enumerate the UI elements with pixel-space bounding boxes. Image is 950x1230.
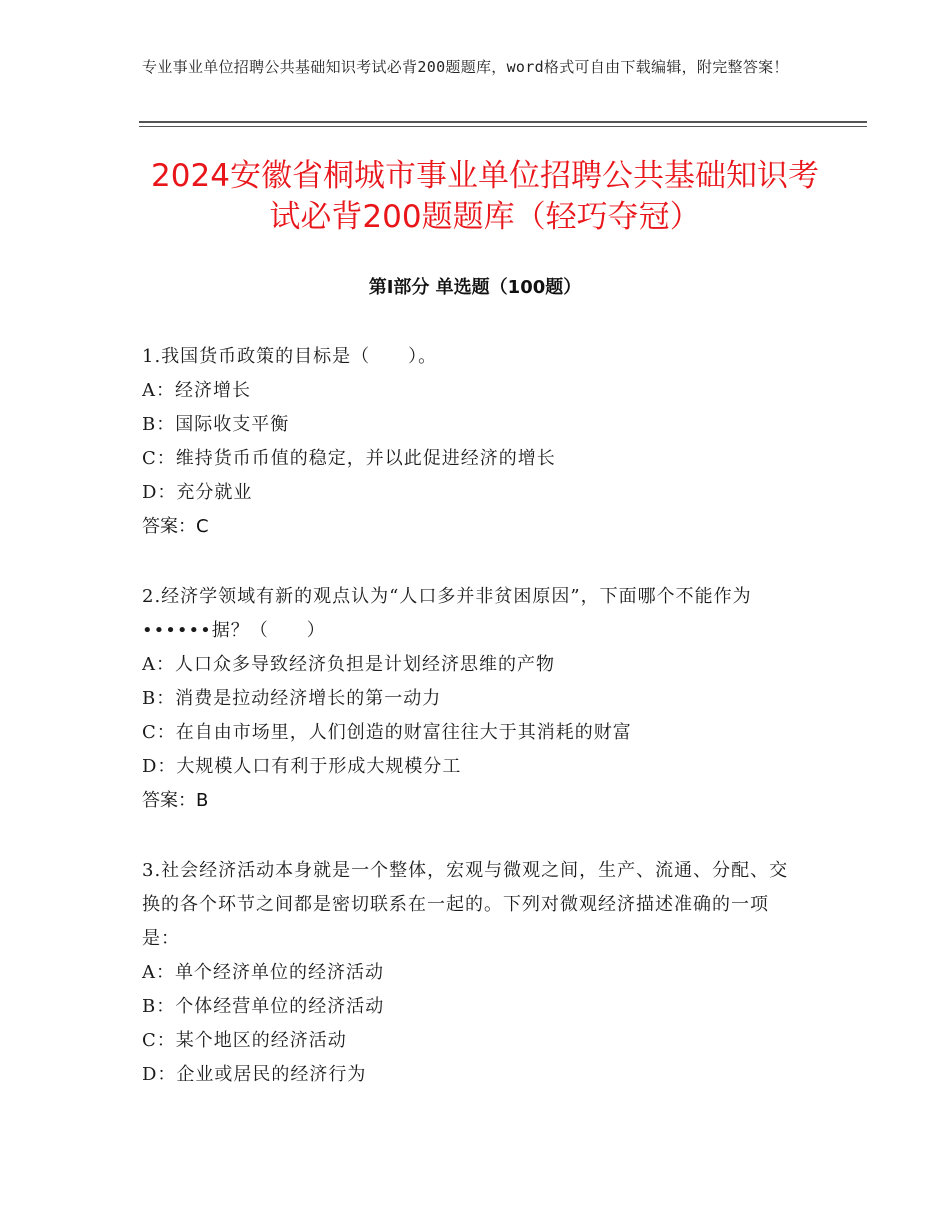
header-divider-thin (139, 126, 867, 127)
option-d: D：大规模人口有利于形成大规模分工 (142, 756, 462, 777)
question-stem: 2.经济学领域有新的观点认为“人口多并非贫困原因”，下面哪个不能作为••••••据？（ ） (142, 586, 752, 641)
option-c: C：在自由市场里，人们创造的财富往往大于其消耗的财富 (142, 722, 632, 743)
question-1 (142, 340, 802, 544)
option-c: C：维持货币币值的稳定，并以此促进经济的增长 (142, 448, 556, 469)
answer: 答案：B (142, 790, 209, 811)
option-b: B：个体经营单位的经济活动 (142, 996, 385, 1017)
option-b: B：国际收支平衡 (142, 414, 290, 435)
option-c: C：某个地区的经济活动 (142, 1030, 347, 1051)
document-title: 2024安徽省桐城市事业单位招聘公共基础知识考试必背200题题库（轻巧夺冠） (151, 158, 819, 235)
option-a: A：人口众多导致经济负担是计划经济思维的产物 (142, 654, 555, 675)
question-2 (142, 580, 802, 818)
question-stem: 1.我国货币政策的目标是（ ）。 (142, 346, 438, 367)
option-a: A：单个经济单位的经济活动 (142, 962, 384, 983)
option-b: B：消费是拉动经济增长的第一动力 (142, 688, 442, 709)
question-list (142, 340, 802, 1128)
header-divider-thick (139, 121, 867, 123)
header-note: 专业事业单位招聘公共基础知识考试必背200题题库，word格式可自由下载编辑，附完整答案！ (142, 58, 789, 76)
section-title: 第Ⅰ部分 单选题（100题） (368, 277, 582, 298)
question-3 (142, 854, 802, 1092)
option-d: D：企业或居民的经济行为 (142, 1064, 367, 1085)
option-a: A：经济增长 (142, 380, 251, 401)
answer: 答案：C (142, 516, 209, 537)
question-stem: 3.社会经济活动本身就是一个整体，宏观与微观之间，生产、流通、分配、交换的各个环节之间都是密切联系在一起的。下列对微观经济描述准确的一项是： (142, 860, 789, 949)
option-d: D：充分就业 (142, 482, 253, 503)
